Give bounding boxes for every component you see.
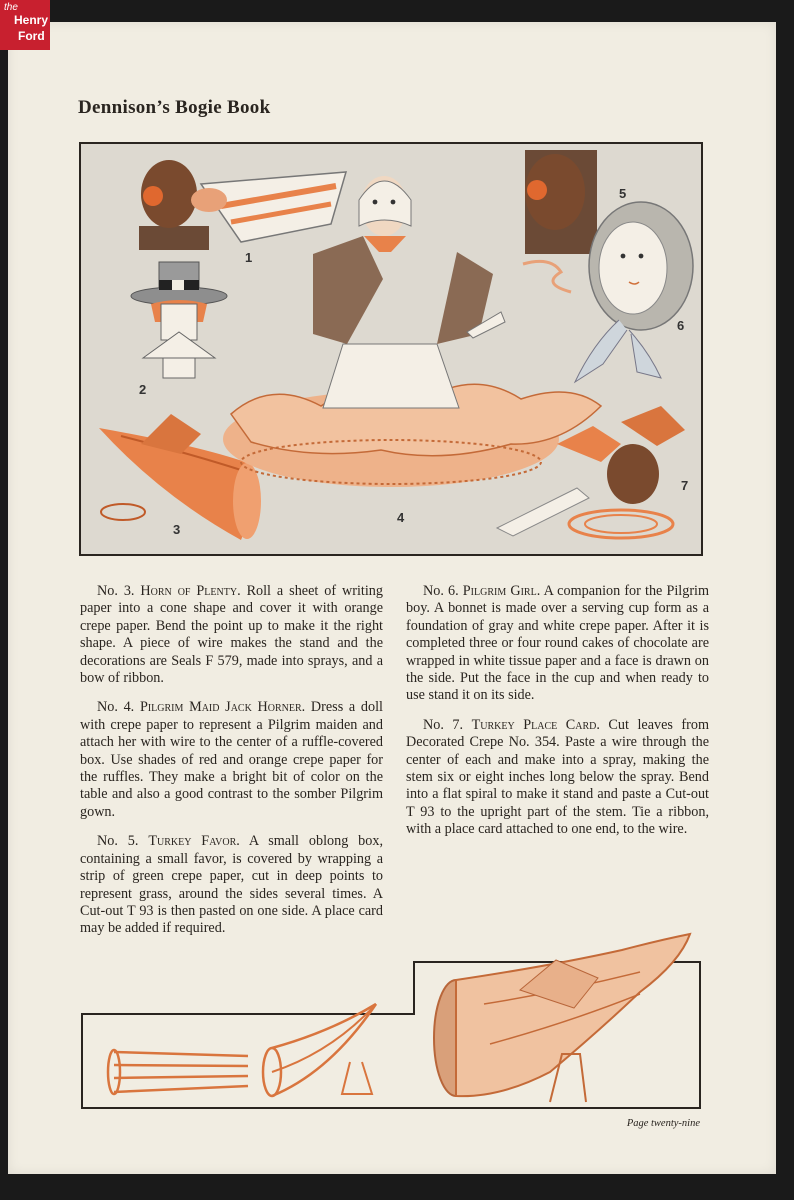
logo-line-1: the (4, 2, 18, 13)
item-body: Dress a doll with crepe paper to represent a Pilgrim maiden and attach her with wire to the center of a ruffle-covered box. Use shades of red and orange crepe paper for the ruffles. They make a bright bit of color on the table and also a good contrast to the somber Pilgrim gown. (80, 699, 383, 820)
left-column (80, 583, 383, 950)
plate-number-5: 5 (619, 186, 627, 201)
item-number: No. 5. (97, 833, 139, 850)
page-number: Page twenty-nine (626, 1118, 700, 1129)
item-title: Turkey Place Card. (471, 716, 600, 733)
plate-number-1: 1 (245, 250, 253, 265)
item-number: No. 7. (423, 716, 464, 733)
henry-ford-logo (0, 0, 50, 50)
item-title: Horn of Plenty. (140, 583, 241, 599)
horn-construction-illustration (80, 922, 708, 1112)
item-body: A small oblong box, containing a small favor, is covered by wrapping a strip of green crepe paper, cut in deep points to represent grass, around the sides several times. A Cut-out T 93 is then pasted on one side. A place card may be added if required. (80, 833, 384, 937)
wire-frame-horn (263, 1004, 376, 1096)
wire-frame-flat (108, 1050, 248, 1094)
plate-number-7: 7 (681, 478, 689, 493)
logo-line-2: Henry (14, 13, 49, 27)
illustration-plate (79, 142, 703, 556)
illustration (81, 144, 701, 554)
page-title: Dennison’s Bogie Book (78, 97, 271, 118)
item-no-6 (406, 583, 709, 705)
book-page (8, 22, 776, 1174)
finished-horn (434, 934, 690, 1102)
pilgrim-boy-illustration (131, 262, 227, 378)
right-column (406, 583, 709, 851)
item-no-7 (406, 717, 709, 839)
turkey-favor-illustration (139, 160, 346, 250)
item-number: No. 6. (423, 583, 459, 599)
item-body: A companion for the Pilgrim boy. A bonnet is made over a serving cup form as a foundation of gray and white crepe paper. After it is completed three or four round cakes of chocolate are wrapped in white tissue paper and a face is drawn on the side. Put the face in the cup and when ready to use stand it on its side. (406, 583, 710, 704)
item-no-4 (80, 699, 383, 821)
plate-number-3: 3 (173, 522, 181, 537)
item-title: Pilgrim Girl. (462, 583, 541, 599)
horn-construction-figure (80, 922, 708, 1112)
item-body: Roll a sheet of writing paper into a cone shape and cover it with orange crepe paper. Bend the point up to make it the right shape. A piece of wire makes the stand and the decorations are Seals F 579, made into sprays, and a bow of ribbon. (80, 583, 383, 687)
item-number: No. 4. (97, 699, 135, 716)
item-number: No. 3. (97, 583, 135, 599)
plate-number-6: 6 (677, 318, 685, 333)
plate-number-4: 4 (397, 510, 405, 525)
item-no-3 (80, 583, 383, 687)
logo-line-3: Ford (18, 29, 45, 43)
item-title: Turkey Favor. (148, 833, 240, 850)
item-title: Pilgrim Maid Jack Horner. (139, 699, 306, 716)
turkey-stand-illustration (467, 150, 597, 338)
item-body: Cut leaves from Decorated Crepe No. 354. Paste a wire through the center of each and make into a spray, making the stem six or eight inches long below the spray. Bend into a flat spiral to make it stand and paste a Cut-out T 93 to the upright part of the stem. Tie a ribbon, with a place card attached to one end, to the wire. (406, 716, 710, 838)
plate-number-2: 2 (139, 382, 147, 397)
